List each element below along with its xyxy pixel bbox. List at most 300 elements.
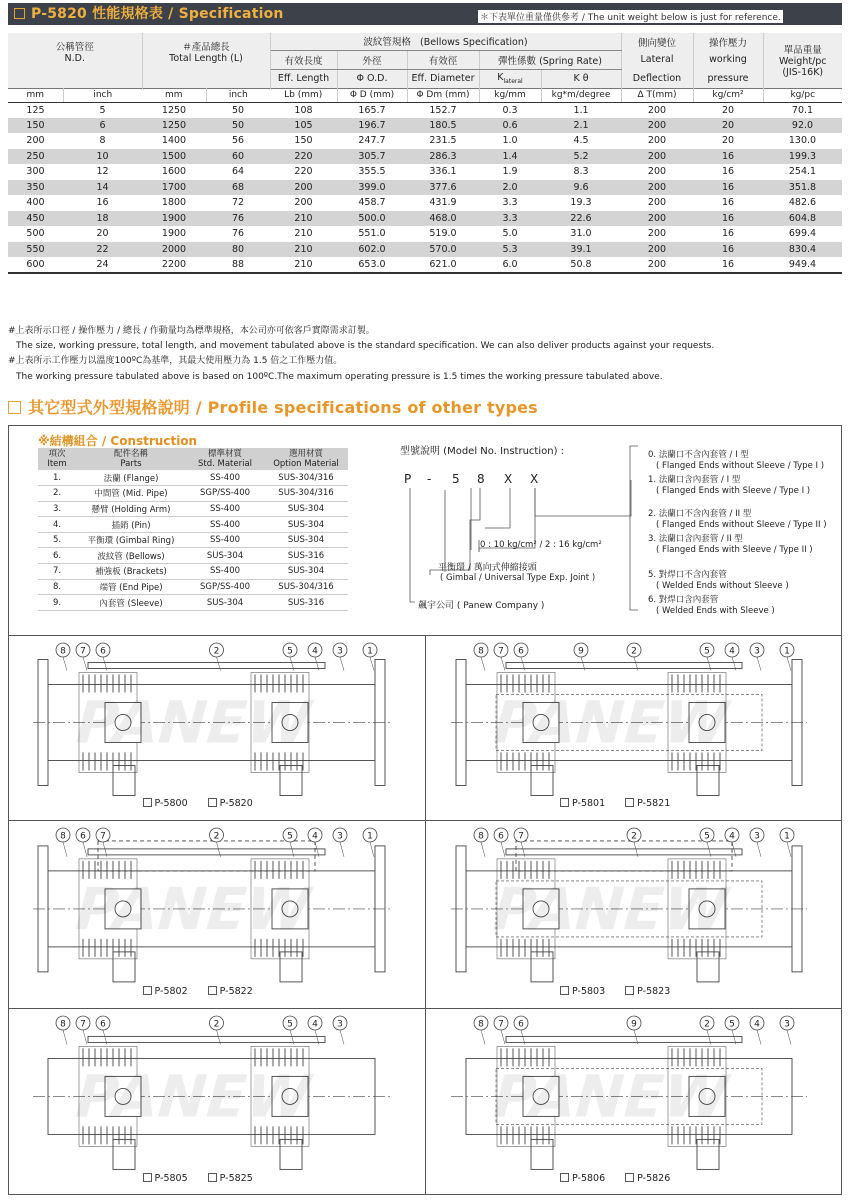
model-label: P-5803 bbox=[572, 986, 606, 997]
table-cell: 72 bbox=[231, 197, 245, 209]
model-code-char: 5 bbox=[452, 472, 460, 486]
table-cell: 150 bbox=[294, 135, 313, 147]
callout-number: 1 bbox=[784, 831, 790, 842]
unit-cell: Φ D (mm) bbox=[337, 88, 407, 102]
diagram-cell bbox=[426, 821, 842, 1008]
table-cell: 130.0 bbox=[788, 135, 817, 147]
unit-cell: kg/pc bbox=[763, 88, 842, 102]
model-label: P-5826 bbox=[637, 1173, 671, 1184]
table-cell: 500 bbox=[26, 228, 45, 240]
callout-number: 7 bbox=[498, 1019, 504, 1030]
table-cell: 4.5 bbox=[573, 135, 589, 147]
table-cell: 16 bbox=[721, 228, 735, 240]
callout-number: 3 bbox=[337, 831, 343, 842]
note-zh-1: #上表所示口徑 / 操作壓力 / 總長 / 作動量均為標準規格，本公司亦可依客戶實際需求訂製。 bbox=[8, 326, 375, 336]
table-cell: 2000 bbox=[142, 242, 206, 258]
construction-cell: 端管 (End Pipe) bbox=[76, 579, 186, 595]
construction-row bbox=[38, 501, 348, 517]
construction-cell: 法蘭 (Flange) bbox=[76, 470, 186, 486]
table-cell: 50.8 bbox=[541, 257, 621, 273]
profile-title-en: Profile specifications of other types bbox=[207, 398, 538, 417]
table-cell: 64 bbox=[231, 166, 245, 178]
callout-number: 7 bbox=[80, 1019, 86, 1030]
table-cell: 16 bbox=[721, 166, 735, 178]
total-length-header: ＃產品總長 Total Length (L) bbox=[142, 33, 270, 69]
table-cell: 20 bbox=[721, 135, 735, 147]
callout-number: 3 bbox=[754, 831, 760, 842]
construction-cell: SUS-304/316 bbox=[264, 579, 348, 595]
type-leader bbox=[535, 480, 631, 516]
callout-number: 8 bbox=[478, 831, 484, 842]
callout-number: 8 bbox=[60, 1019, 66, 1030]
callout-number: 6 bbox=[518, 1019, 524, 1030]
table-cell: 22.6 bbox=[541, 211, 621, 227]
construction-cell: SS-400 bbox=[186, 517, 264, 533]
table-cell: 305.7 bbox=[337, 149, 407, 165]
callout-number: 2 bbox=[631, 646, 637, 657]
construction-cell: SUS-316 bbox=[264, 548, 348, 564]
watermark-text: PANEW bbox=[484, 874, 737, 943]
construction-row bbox=[38, 595, 348, 611]
table-cell: 20 bbox=[693, 118, 763, 134]
lateral-header: 側向變位 bbox=[621, 33, 693, 50]
model-instruction-title: 型號說明 (Model No. Instruction) : bbox=[400, 446, 565, 457]
table-row bbox=[8, 180, 842, 196]
callout-number: 4 bbox=[312, 1019, 318, 1030]
checkbox-square-icon bbox=[625, 986, 634, 995]
callout-number: 4 bbox=[312, 646, 318, 657]
diagram-cell bbox=[426, 1009, 842, 1195]
construction-cell: 6. bbox=[38, 548, 76, 564]
checkbox-square-icon bbox=[8, 401, 21, 414]
company-leader bbox=[410, 488, 415, 602]
table-cell: 600 bbox=[8, 257, 63, 273]
construction-cell: SS-400 bbox=[186, 532, 264, 548]
table-cell: 351.8 bbox=[763, 180, 842, 196]
table-cell: 2200 bbox=[142, 257, 206, 273]
table-cell: 68 bbox=[206, 180, 270, 196]
note-en-1: The size, working pressure, total length, and movement tabulated above is the standard specification. We can also deliver products against your requests. bbox=[16, 341, 715, 351]
table-row bbox=[8, 195, 842, 211]
table-cell: 16 bbox=[721, 197, 735, 209]
construction-header: 項次 Item bbox=[38, 448, 76, 470]
table-cell: 1900 bbox=[161, 228, 187, 240]
table-row bbox=[8, 118, 842, 134]
table-cell: 50 bbox=[231, 104, 245, 116]
construction-cell: 內套管 (Sleeve) bbox=[76, 595, 186, 611]
table-cell: 200 bbox=[621, 149, 693, 165]
table-cell: 949.4 bbox=[763, 257, 842, 273]
table-cell: 1.0 bbox=[502, 135, 518, 147]
units-row bbox=[8, 88, 842, 102]
table-cell: 1400 bbox=[161, 135, 187, 147]
table-cell: 551.0 bbox=[358, 228, 386, 240]
model-label: P-5802 bbox=[154, 986, 188, 997]
table-cell: 3.3 bbox=[502, 197, 518, 209]
model-label: P-5822 bbox=[219, 986, 253, 997]
table-row bbox=[8, 149, 842, 165]
construction-cell: SGP/SS-400 bbox=[186, 486, 264, 502]
spec-title-en: Specification bbox=[178, 6, 284, 22]
callout-number: 9 bbox=[578, 646, 584, 657]
table-cell: 180.5 bbox=[407, 118, 479, 134]
callout-number: 7 bbox=[80, 646, 86, 657]
construction-cell: SUS-304 bbox=[264, 501, 348, 517]
table-cell: 1.9 bbox=[502, 166, 518, 178]
construction-header: 選用材質 Option Material bbox=[264, 448, 348, 470]
table-row bbox=[8, 211, 842, 227]
construction-row bbox=[38, 579, 348, 595]
callout-number: 9 bbox=[631, 1019, 637, 1030]
table-row bbox=[8, 133, 842, 149]
table-cell: 150 bbox=[8, 118, 63, 134]
callout-number: 8 bbox=[478, 1019, 484, 1030]
table-cell: 1.4 bbox=[479, 149, 541, 165]
model-label: P-5825 bbox=[219, 1173, 253, 1184]
callout-number: 6 bbox=[100, 646, 106, 657]
callout-number: 4 bbox=[729, 646, 735, 657]
callout-number: 2 bbox=[213, 831, 220, 842]
table-cell: 400 bbox=[26, 197, 45, 209]
model-legend bbox=[554, 986, 670, 997]
table-cell: 200 bbox=[647, 135, 667, 147]
construction-row bbox=[38, 548, 348, 564]
construction-row bbox=[38, 470, 348, 486]
model-legend bbox=[554, 1173, 670, 1184]
model-label: P-5821 bbox=[637, 798, 671, 809]
construction-header: 標準材質 Std. Material bbox=[186, 448, 264, 470]
table-cell: 2.1 bbox=[541, 118, 621, 134]
table-cell: 210 bbox=[270, 242, 337, 258]
table-cell: 286.3 bbox=[407, 149, 479, 165]
callout-number: 3 bbox=[784, 1019, 790, 1030]
construction-cell: 9. bbox=[38, 595, 76, 611]
table-cell: 125 bbox=[26, 104, 45, 116]
table-cell: 70.1 bbox=[791, 104, 814, 116]
table-cell: 247.7 bbox=[358, 135, 386, 147]
joint-drawing bbox=[426, 636, 842, 820]
construction-cell: SUS-304 bbox=[264, 517, 348, 533]
checkbox-square-icon bbox=[560, 798, 569, 807]
callout-number: 6 bbox=[80, 831, 86, 842]
construction-row bbox=[38, 486, 348, 502]
bellows-header: 波紋管規格 (Bellows Specification) bbox=[270, 33, 621, 50]
watermark-text: PANEW bbox=[66, 1062, 320, 1131]
table-cell: 500.0 bbox=[337, 211, 407, 227]
table-row bbox=[8, 102, 842, 118]
checkbox-square-icon bbox=[625, 1173, 634, 1182]
table-cell: 5.2 bbox=[541, 149, 621, 165]
construction-cell: 2. bbox=[38, 486, 76, 502]
type-option: 5. 對焊口不含內套管 ( Welded Ends without Sleeve ) bbox=[648, 570, 789, 591]
callout-number: 8 bbox=[60, 831, 66, 842]
model-code-char: X bbox=[504, 472, 513, 486]
construction-cell: SUS-304 bbox=[264, 532, 348, 548]
table-cell: 1900 bbox=[142, 211, 206, 227]
table-cell: 468.0 bbox=[407, 211, 479, 227]
table-cell: 1700 bbox=[142, 180, 206, 196]
table-cell: 6 bbox=[63, 118, 142, 134]
unit-cell: mm bbox=[142, 88, 206, 102]
table-cell: 8 bbox=[99, 135, 106, 147]
unit-cell: Δ T(mm) bbox=[621, 88, 693, 102]
table-cell: 18 bbox=[63, 211, 142, 227]
table-cell: 108 bbox=[294, 104, 313, 116]
table-cell: 200 bbox=[647, 228, 667, 240]
table-cell: 200 bbox=[621, 180, 693, 196]
model-code-char: X bbox=[530, 472, 539, 486]
table-cell: 16 bbox=[693, 180, 763, 196]
table-cell: 210 bbox=[270, 211, 337, 227]
table-cell: 5.3 bbox=[479, 242, 541, 258]
construction-cell: SUS-304 bbox=[264, 564, 348, 580]
spec-code: P-5820 bbox=[31, 6, 87, 22]
callout-number: 5 bbox=[704, 646, 710, 657]
model-label: P-5800 bbox=[154, 798, 188, 809]
construction-title: ※結構組合 / Construction bbox=[38, 434, 198, 448]
table-cell: 20 bbox=[96, 228, 109, 240]
unit-cell: mm bbox=[8, 88, 63, 102]
diagram-cell bbox=[426, 636, 842, 820]
table-cell: 80 bbox=[206, 242, 270, 258]
callout-number: 2 bbox=[213, 646, 220, 657]
callout-number: 2 bbox=[704, 1019, 710, 1030]
spec-header: P-5820 性能規格表 / Specification bbox=[8, 3, 842, 25]
table-cell: 602.0 bbox=[337, 242, 407, 258]
table-cell: 39.1 bbox=[541, 242, 621, 258]
model-label: P-5805 bbox=[154, 1173, 188, 1184]
construction-cell: 插銷 (Pin) bbox=[76, 517, 186, 533]
table-cell: 458.7 bbox=[358, 197, 386, 209]
table-cell: 200 bbox=[270, 180, 337, 196]
table-cell: 604.8 bbox=[763, 211, 842, 227]
type-option: 0. 法蘭口不含內套管 / I 型 ( Flanged Ends without Sleeve / Type I ) bbox=[648, 450, 825, 471]
model-legend bbox=[137, 1173, 253, 1184]
callout-number: 8 bbox=[60, 646, 66, 657]
checkbox-square-icon bbox=[208, 798, 217, 807]
table-cell: 152.7 bbox=[429, 104, 457, 116]
table-cell: 399.0 bbox=[337, 180, 407, 196]
callout-number: 6 bbox=[498, 831, 504, 842]
table-cell: 699.4 bbox=[788, 228, 817, 240]
construction-cell: SGP/SS-400 bbox=[186, 579, 264, 595]
construction-cell: 平衡環 (Gimbal Ring) bbox=[76, 532, 186, 548]
checkbox-square-icon bbox=[625, 798, 634, 807]
table-cell: 200 bbox=[26, 135, 45, 147]
table-cell: 88 bbox=[206, 257, 270, 273]
table-cell: 16 bbox=[693, 211, 763, 227]
callout-number: 5 bbox=[704, 831, 710, 842]
joint-drawing bbox=[8, 636, 425, 820]
table-cell: 550 bbox=[8, 242, 63, 258]
callout-number: 5 bbox=[287, 646, 293, 657]
table-cell: 1600 bbox=[161, 166, 187, 178]
table-cell: 16 bbox=[693, 242, 763, 258]
callout-number: 5 bbox=[287, 1019, 293, 1030]
joint-drawing bbox=[426, 1009, 842, 1195]
callout-number: 2 bbox=[213, 1019, 220, 1030]
table-cell: 450 bbox=[8, 211, 63, 227]
model-legend bbox=[554, 798, 670, 809]
construction-cell: 波紋管 (Bellows) bbox=[76, 548, 186, 564]
checkbox-square-icon bbox=[143, 986, 152, 995]
construction-cell: 8. bbox=[38, 579, 76, 595]
table-cell: 12 bbox=[96, 166, 109, 178]
table-cell: 165.7 bbox=[358, 104, 386, 116]
type-option: 6. 對焊口含內套管 ( Welded Ends with Sleeve ) bbox=[648, 595, 775, 616]
type-option: 1. 法蘭口含內套管 / I 型 ( Flanged Ends with Sleeve / Type I ) bbox=[648, 475, 811, 496]
construction-cell: 7. bbox=[38, 564, 76, 580]
table-cell: 16 bbox=[693, 149, 763, 165]
table-cell: 220 bbox=[270, 149, 337, 165]
table-cell: 1250 bbox=[161, 104, 187, 116]
table-cell: 336.1 bbox=[429, 166, 457, 178]
table-cell: 1250 bbox=[142, 118, 206, 134]
profile-header: 其它型式外型規格說明 / Profile specifications of other types bbox=[8, 397, 538, 419]
table-row bbox=[8, 164, 842, 180]
table-cell: 16 bbox=[693, 257, 763, 273]
profile-title-zh: 其它型式外型規格說明 bbox=[28, 398, 191, 417]
table-cell: 200 bbox=[647, 104, 667, 116]
table-cell: 22 bbox=[63, 242, 142, 258]
table-cell: 200 bbox=[621, 118, 693, 134]
model-label: P-5823 bbox=[637, 986, 671, 997]
table-cell: 350 bbox=[8, 180, 63, 196]
callout-number: 7 bbox=[498, 646, 504, 657]
table-cell: 570.0 bbox=[407, 242, 479, 258]
table-cell: 830.4 bbox=[763, 242, 842, 258]
unit-cell: kg*m/degree bbox=[541, 88, 621, 102]
table-cell: 76 bbox=[206, 211, 270, 227]
checkbox-square-icon bbox=[560, 1173, 569, 1182]
unit-cell: inch bbox=[206, 88, 270, 102]
table-cell: 14 bbox=[63, 180, 142, 196]
callout-number: 8 bbox=[478, 646, 484, 657]
table-cell: 105 bbox=[270, 118, 337, 134]
callout-number: 4 bbox=[754, 1019, 760, 1030]
table-cell: 8.3 bbox=[573, 166, 589, 178]
diagram-cell bbox=[8, 821, 425, 1008]
table-cell: 210 bbox=[270, 257, 337, 273]
callout-number: 1 bbox=[784, 646, 790, 657]
joint-drawing bbox=[426, 821, 842, 1008]
weight-header: 單品重量 Weight/pc (JIS-16K) bbox=[778, 45, 827, 79]
construction-block bbox=[38, 432, 348, 611]
model-label: P-5820 bbox=[219, 798, 253, 809]
table-cell: 377.6 bbox=[407, 180, 479, 196]
note-zh-2: #上表所示工作壓力以溫度100ºC為基準，其最大使用壓力為 1.5 倍之工作壓力值。 bbox=[8, 356, 343, 366]
working-pressure-header: 操作壓力 bbox=[693, 33, 763, 50]
diagram-cell bbox=[8, 1009, 425, 1195]
table-cell: 1500 bbox=[142, 149, 206, 165]
callout-number: 1 bbox=[367, 646, 373, 657]
table-cell: 24 bbox=[63, 257, 142, 273]
table-cell: 621.0 bbox=[407, 257, 479, 273]
nd-header: 公稱管徑 N.D. bbox=[8, 33, 142, 69]
construction-cell: SS-400 bbox=[186, 470, 264, 486]
construction-cell: SUS-316 bbox=[264, 595, 348, 611]
table-cell: 92.0 bbox=[763, 118, 842, 134]
construction-cell: 補強板 (Brackets) bbox=[76, 564, 186, 580]
construction-cell: 3. bbox=[38, 501, 76, 517]
table-cell: 60 bbox=[206, 149, 270, 165]
table-cell: 20 bbox=[721, 104, 735, 116]
table-cell: 200 bbox=[621, 242, 693, 258]
construction-cell: 4. bbox=[38, 517, 76, 533]
construction-cell: SUS-304 bbox=[186, 548, 264, 564]
construction-header: 配件名稱 Parts bbox=[76, 448, 186, 470]
table-cell: 1.1 bbox=[573, 104, 589, 116]
construction-cell: SS-400 bbox=[186, 501, 264, 517]
table-cell: 1800 bbox=[161, 197, 187, 209]
checkbox-square-icon bbox=[143, 1173, 152, 1182]
model-code-char: P bbox=[404, 472, 412, 486]
construction-cell: SUS-304/316 bbox=[264, 470, 348, 486]
table-row bbox=[8, 257, 842, 273]
spec-table: 公稱管徑 N.D. ＃產品總長 Total Length (L) 波紋管規格 (Bellows Specification) 側向變位 操作壓力 單品重量 Weight/pc (JIS-16K) 有效長度 外徑 有效徑 彈性係數 (Spring Rate) Lateral working Eff. Length Φ O.D. Eff. Diameter $K_{lateral}$ K θ Deflection pressure mm inch mm inch Lb (mm) Φ D (mm) Φ Dm (mm) kg/mm kg*m/degree Δ T(mm) kg/cm² kg/pc 125 5 1250 50 108 165.7 152.7 0.3 1.1 200 20 70.1 150 6 1250 50 105 196.7 180.5 0.6 2.1 200 20 92.0 200 8 1400 56 150 247.7 231.5 1.0 4.5 200 20 130.0 250 10 1500 60 220 305.7 286.3 1.4 5.2 200 16 199.3 300 12 1600 64 220 355.5 336.1 1.9 8.3 200 16 254.1 350 14 1700 68 200 399.0 377.6 2.0 9.6 200 16 351.8 400 16 1800 72 200 458.7 431.9 3.3 19.3 200 16 482.6 450 18 1900 76 210 500.0 468.0 3.3 22.6 200 16 604.8 500 20 1900 76 210 551.0 519.0 5.0 31.0 200 16 699.4 550 22 2000 80 210 602.0 570.0 5.3 39.1 200 16 830.4 600 24 2200 88 210 653.0 621.0 6.0 50.8 200 16 949.4 bbox=[8, 33, 842, 274]
construction-cell: 中間管 (Mid. Pipe) bbox=[76, 486, 186, 502]
callout-number: 4 bbox=[312, 831, 318, 842]
watermark-text: PANEW bbox=[484, 1062, 737, 1131]
unit-cell: Lb (mm) bbox=[270, 88, 337, 102]
table-row bbox=[8, 242, 842, 258]
table-cell: 16 bbox=[96, 197, 109, 209]
table-cell: 653.0 bbox=[337, 257, 407, 273]
spec-table-body bbox=[8, 102, 842, 273]
callout-number: 7 bbox=[518, 831, 524, 842]
table-cell: 199.3 bbox=[763, 149, 842, 165]
table-cell: 519.0 bbox=[429, 228, 457, 240]
gimbal-en: ( Gimbal / Universal Type Exp. Joint ) bbox=[440, 573, 596, 583]
table-cell: 76 bbox=[231, 228, 245, 240]
table-cell: 2.0 bbox=[479, 180, 541, 196]
model-code-char: - bbox=[427, 472, 432, 486]
table-cell: 50 bbox=[206, 118, 270, 134]
callout-number: 5 bbox=[729, 1019, 735, 1030]
table-cell: 10 bbox=[63, 149, 142, 165]
construction-cell: SUS-304 bbox=[186, 595, 264, 611]
type-option: 3. 法蘭口含內套管 / II 型 ( Flanged Ends with Sleeve / Type II ) bbox=[648, 534, 813, 555]
construction-row bbox=[38, 564, 348, 580]
watermark-text: PANEW bbox=[66, 874, 320, 943]
table-cell: 254.1 bbox=[788, 166, 817, 178]
checkbox-square-icon bbox=[560, 986, 569, 995]
table-cell: 9.6 bbox=[541, 180, 621, 196]
table-cell: 6.0 bbox=[479, 257, 541, 273]
table-cell: 5 bbox=[99, 104, 106, 116]
table-cell: 0.3 bbox=[502, 104, 518, 116]
table-cell: 200 bbox=[621, 211, 693, 227]
model-legend bbox=[137, 986, 253, 997]
table-cell: 200 bbox=[647, 166, 667, 178]
note-en-2: The working pressure tabulated above is based on 100ºC.The maximum operating pressure is 1.5 times the working pressure tabulated above. bbox=[16, 372, 663, 382]
callout-number: 3 bbox=[754, 646, 760, 657]
callout-number: 3 bbox=[337, 646, 343, 657]
table-cell: 482.6 bbox=[788, 197, 817, 209]
table-cell: 300 bbox=[26, 166, 45, 178]
table-cell: 250 bbox=[8, 149, 63, 165]
model-label: P-5801 bbox=[572, 798, 606, 809]
options-bracket bbox=[622, 440, 642, 620]
table-cell: 210 bbox=[294, 228, 313, 240]
construction-cell: SUS-304/316 bbox=[264, 486, 348, 502]
callout-number: 6 bbox=[518, 646, 524, 657]
table-cell: 31.0 bbox=[570, 228, 592, 240]
company-name: 飆宇公司 ( Panew Company ) bbox=[418, 601, 545, 611]
checkbox-square-icon bbox=[14, 8, 25, 19]
pressure-options: 0 : 10 kg/cm² / 2 : 16 kg/cm² bbox=[480, 540, 602, 550]
table-cell: 220 bbox=[294, 166, 313, 178]
